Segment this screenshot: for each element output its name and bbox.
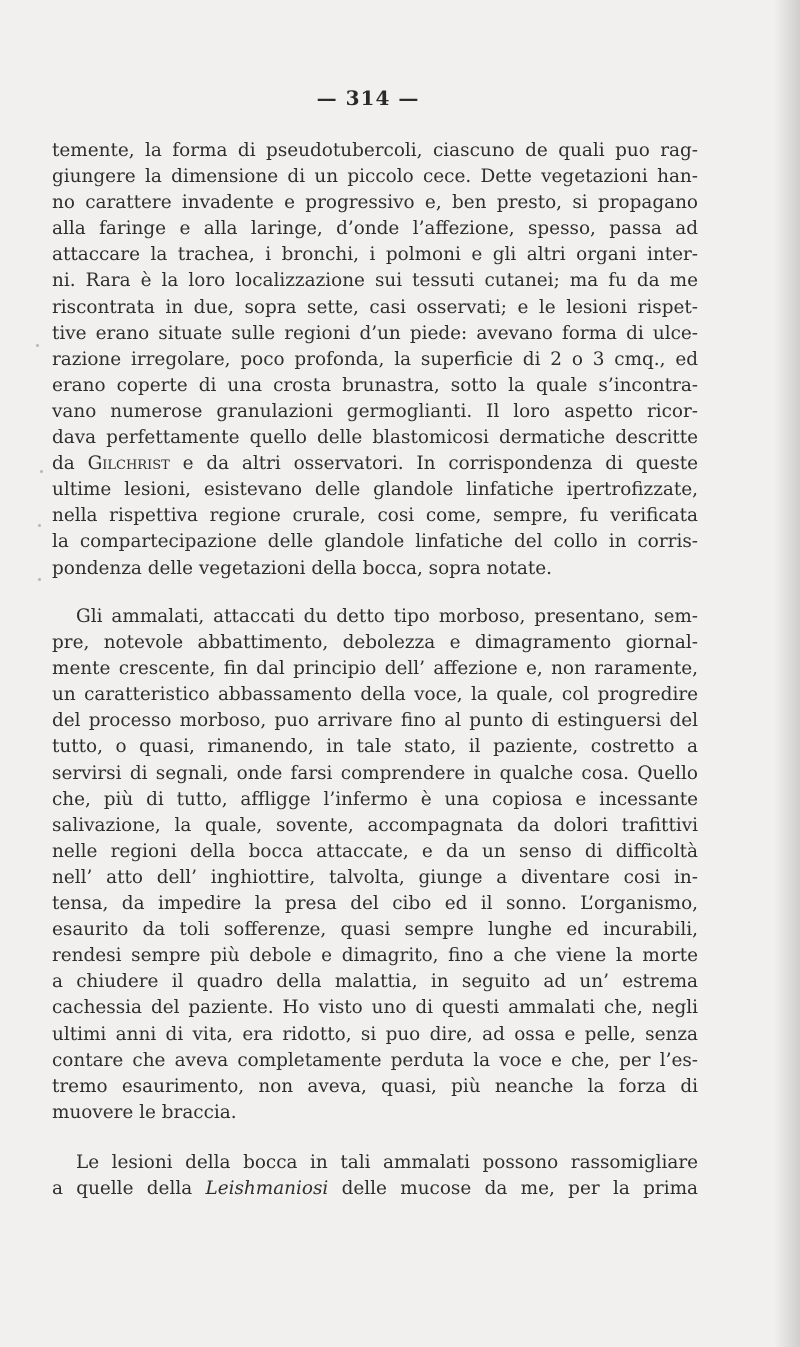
text-line: ultime lesioni, esistevano delle glandole linfatiche ipertrofizzate, [52,479,698,501]
text-line: ni. Rara è la loro localizzazione sui tessuti cutanei; ma fu da me [52,270,698,292]
text-line: attaccare la trachea, i bronchi, i polmoni e gli altri organi inter- [52,244,698,266]
paper-speck [38,578,41,581]
text-fragment: da [52,453,88,475]
text-line: ultimi anni di vita, era ridotto, si puo dire, ad ossa e pelle, senza [52,1023,698,1045]
text-line: razione irregolare, poco profonda, la superficie di 2 o 3 cmq., ed [52,348,698,370]
text-line: pondenza delle vegetazioni della bocca, sopra notate. [52,557,552,579]
text-line: tremo esaurimento, non aveva, quasi, più neanche la forza di [52,1075,698,1097]
text-line: tive erano situate sulle regioni d’un piede: avevano forma di ulce- [52,322,698,344]
text-line: del processo morboso, puo arrivare fino al punto di estinguersi del [52,710,698,732]
page-number: — 314 — [316,86,420,110]
text-line: nell’ atto dell’ inghiottire, talvolta, giunge a diventare cosi in- [52,866,698,888]
text-line: Gli ammalati, attaccati du detto tipo morboso, presentano, sem- [76,606,698,627]
text-line: mente crescente, fin dal principio dell’ affezione e, non raramente, [52,658,698,680]
text-line: nelle regioni della bocca attaccate, e da un senso di difficoltà [52,840,698,862]
text-line: tensa, da impedire la presa del cibo ed il sonno. L’organismo, [52,893,698,915]
text-line: salivazione, la quale, sovente, accompagnata da dolori trafittivi [52,814,698,836]
text-line-with-author [52,451,698,477]
text-line: muovere le braccia. [52,1101,237,1123]
paper-speck [38,524,41,527]
text-line: cachessia del paziente. Ho visto uno di questi ammalati che, negli [52,997,698,1019]
text-line: no carattere invadente e progressivo e, ben presto, si propagano [52,192,698,214]
text-fragment: e da altri osservatori. In corrispondenza di queste [169,453,698,475]
page-edge-shadow [774,0,800,1347]
text-line: pre, notevole abbattimento, debolezza e dimagramento giornal- [52,632,698,654]
text-line: tutto, o quasi, rimanendo, in tale stato, il paziente, costretto a [52,736,698,758]
text-line: esaurito da toli sofferenze, quasi sempre lunghe ed incurabili, [52,919,698,941]
text-fragment: delle mucose da me, per la prima [328,1178,698,1200]
text-line: un caratteristico abbassamento della voce, la quale, col progredire [52,684,698,706]
paper-speck [40,470,43,473]
text-line: vano numerose granulazioni germoglianti. Il loro aspetto ricor- [52,400,698,422]
paragraph-1 [52,138,698,582]
paper-speck [36,344,39,347]
text-line: alla faringe e alla laringe, d’onde l’affezione, spesso, passa ad [52,218,698,240]
italic-term-leishmaniosi: Leishmaniosi [205,1178,329,1200]
text-line: temente, la forma di pseudotubercoli, ciascuno de quali puo rag- [52,140,698,161]
author-name-gilchrist: Gilchrist [87,453,170,475]
text-line: che, più di tutto, affligge l’infermo è una copiosa e incessante [52,788,698,810]
text-line: rendesi sempre più debole e dimagrito, fino a che viene la morte [52,945,698,967]
text-line: contare che aveva completamente perduta la voce e che, per l’es- [52,1049,698,1071]
text-line: Le lesioni della bocca in tali ammalati possono rassomigliare [76,1152,698,1173]
text-line: riscontrata in due, sopra sette, casi osservati; e le lesioni rispet- [52,296,698,318]
text-line: dava perfettamente quello delle blastomicosi dermatiche descritte [52,427,698,449]
text-line: erano coperte di una crosta brunastra, sotto la quale s’incontra- [52,374,698,396]
text-line: servirsi di segnali, onde farsi comprendere in qualche cosa. Quello [52,762,698,784]
text-fragment: a quelle della [52,1178,206,1200]
text-line: giungere la dimensione di un piccolo cece. Dette vegetazioni han- [52,166,698,188]
text-line: la compartecipazione delle glandole linfatiche del collo in corris- [52,531,698,553]
text-line: nella rispettiva regione crurale, cosi come, sempre, fu verificata [52,505,698,527]
text-line-with-italic [52,1176,698,1202]
paragraph-3 [52,1150,698,1202]
text-line: a chiudere il quadro della malattia, in seguito ad un’ estrema [52,971,698,993]
paragraph-2 [52,604,698,1126]
